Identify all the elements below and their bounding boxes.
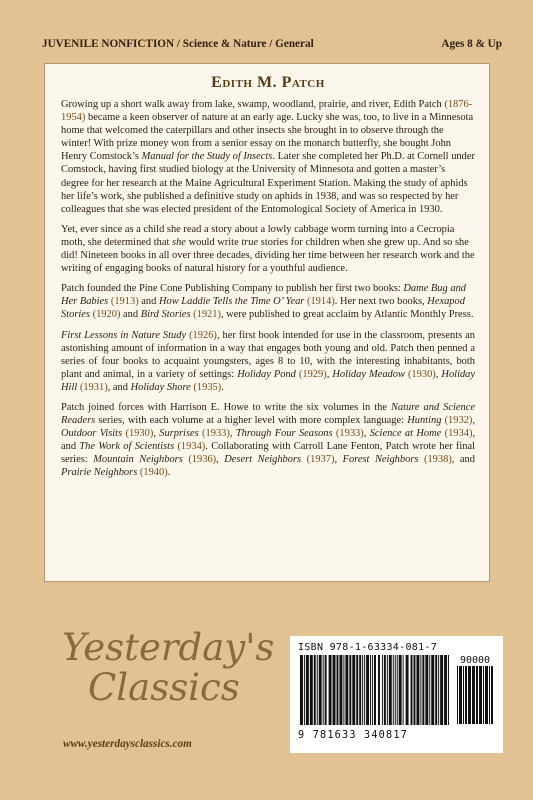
publisher-logo-line-1: Yesterday's xyxy=(62,626,275,669)
barcode-stripe xyxy=(468,666,471,724)
category-header xyxy=(42,38,502,50)
barcode-stripe xyxy=(399,655,402,725)
bio-paragraph-3: Patch founded the Pine Cone Publishing Company to publish her first two books: Dame Bug and Her Babies (1913) and How Laddie Tells the Time O’ Year (1914). Her next two books, Hexapod Stories (1920) and Bird Stories (1921), were published to great acclaim by Atlantic Monthly Press. xyxy=(61,283,474,321)
barcode-stripe xyxy=(387,655,388,725)
barcode-stripe xyxy=(345,655,348,725)
barcode-stripe xyxy=(374,655,376,725)
barcode-stripe xyxy=(333,655,336,725)
barcode-stripe xyxy=(413,655,415,725)
barcode-stripe xyxy=(325,655,327,725)
category-text: JUVENILE NONFICTION / Science & Nature / General xyxy=(42,38,314,50)
barcode-stripe xyxy=(339,655,342,725)
barcode-stripe xyxy=(438,655,439,725)
barcode-stripe xyxy=(323,655,324,725)
publisher-logo-line-2: Classics xyxy=(88,666,240,709)
barcode-stripe xyxy=(329,655,332,725)
barcode-stripe xyxy=(406,655,409,725)
barcode-stripe xyxy=(489,666,490,724)
barcode-stripe xyxy=(459,666,462,724)
barcode-stripe xyxy=(304,655,305,725)
bio-paragraph-2: Yet, ever since as a child she read a story about a lowly cabbage worm turning into a Cecropia moth, she determined that she would write true stories for children when she grew up. And so she did! Nineteen books in all over three decades, dividing her time between her research work and the writing of engaging books of natural history for a youthful audience. xyxy=(61,223,475,275)
barcode-stripe xyxy=(317,655,318,725)
barcode-stripe xyxy=(378,655,380,725)
ean-digits: 9 781633 340817 xyxy=(298,730,409,741)
barcode-stripe xyxy=(370,655,371,725)
bio-paragraph-1: Growing up a short walk away from lake, swamp, woodland, prairie, and river, Edith Patch (1876-1954) became a keen observer of nature at an early age. Lucky she was, too, to live in a Minnesota home that welcomed the caterpillars and other insects she brought in to observe through the winter! With prize money won from a senior essay on the monarch butterfly, she bought John Henry Comstock’s Manual for the Study of Insects. Later she completed her Ph.D. at Cornell under Comstock, having first studied biology at the University of Minnesota and gotten a master’s degree for her research at the Maine Agricultural Experiment Station. Making the study of aphids her life’s work, she published a definitive study on aphids in 1938, and was so respected by her colleagues that she was elected president of the Entomological Society of America in 1930. xyxy=(61,99,475,215)
barcode-stripe xyxy=(366,655,369,725)
barcode-stripe xyxy=(343,655,344,725)
bio-paragraph-5: Patch joined forces with Harrison E. Howe to write the six volumes in the Nature and Science Readers series, with each volume at a higher level with more complex language: Hunting (1932), Outdoor Visits (1930), Surprises (1933), Through Four Seasons (1933), Science at Home (1934), and The Work of Scientists (1934). Collaborating with Carroll Lane Fenton, Patch wrote her final series: Mountain Neighbors (1936), Desert Neighbors (1937), Forest Neighbors (1938), and Prairie Neighbors (1940). xyxy=(61,401,476,479)
barcode-stripe xyxy=(476,666,478,724)
author-title: Edith M. Patch xyxy=(211,74,325,91)
barcode-stripe xyxy=(336,655,338,725)
barcode-stripe xyxy=(382,655,383,725)
barcode-stripe xyxy=(359,655,361,725)
price-addon-digits: 90000 xyxy=(459,655,491,666)
barcode-stripe xyxy=(362,655,363,725)
bio-paragraph-4: First Lessons in Nature Study (1926), her first book intended for use in the classroom, presents an astonishing amount of information in a way that engages both young and old. Patch then penned a series of four books to acquaint youngsters, ages 8 to 10, with the interesting inhabitants, both plant and animal, in a variety of settings: Holiday Pond (1929), Holiday Meadow (1930), Holiday Hill (1931), and Holiday Shore (1935). xyxy=(61,329,476,393)
addon-barcode-bars xyxy=(455,666,495,724)
barcode-stripe xyxy=(444,655,447,725)
barcode-stripe xyxy=(411,655,413,725)
publisher-logo xyxy=(62,626,275,709)
publisher-url: www.yesterdaysclassics.com xyxy=(63,738,192,750)
barcode-stripe xyxy=(448,655,449,725)
barcode-stripe xyxy=(310,655,313,725)
barcode-stripe xyxy=(465,666,467,724)
barcode-stripe xyxy=(319,655,322,725)
barcode-stripe xyxy=(356,655,358,725)
barcode-stripe xyxy=(395,655,396,725)
barcode-stripe xyxy=(393,655,394,725)
barcode-stripe xyxy=(416,655,419,725)
age-range: Ages 8 & Up xyxy=(441,38,502,50)
barcode-stripe xyxy=(384,655,386,725)
barcode-stripe xyxy=(483,666,484,724)
barcode-stripe xyxy=(435,655,437,725)
barcode-stripe xyxy=(403,655,404,725)
barcode-stripe xyxy=(372,655,373,725)
barcode-stripe xyxy=(472,666,475,724)
barcode-stripe xyxy=(431,655,434,725)
barcode-stripe xyxy=(420,655,421,725)
barcode-stripe xyxy=(429,655,430,725)
barcode-stripe xyxy=(491,666,493,724)
barcode-stripe xyxy=(440,655,443,725)
barcode-stripe xyxy=(485,666,488,724)
isbn-barcode xyxy=(290,636,503,753)
ean-barcode-bars xyxy=(298,655,451,725)
barcode-stripe xyxy=(479,666,482,724)
barcode-stripe xyxy=(389,655,392,725)
barcode-stripe xyxy=(397,655,398,725)
description-panel xyxy=(44,63,490,582)
barcode-stripe xyxy=(463,666,464,724)
barcode-stripe xyxy=(314,655,316,725)
barcode-stripe xyxy=(422,655,424,725)
barcode-stripe xyxy=(300,655,303,725)
barcode-stripe xyxy=(349,655,351,725)
barcode-stripe xyxy=(425,655,428,725)
barcode-stripe xyxy=(364,655,365,725)
barcode-stripe xyxy=(306,655,309,725)
barcode-stripe xyxy=(352,655,355,725)
isbn-text: ISBN 978-1-63334-081-7 xyxy=(298,642,438,653)
barcode-stripe xyxy=(457,666,458,724)
